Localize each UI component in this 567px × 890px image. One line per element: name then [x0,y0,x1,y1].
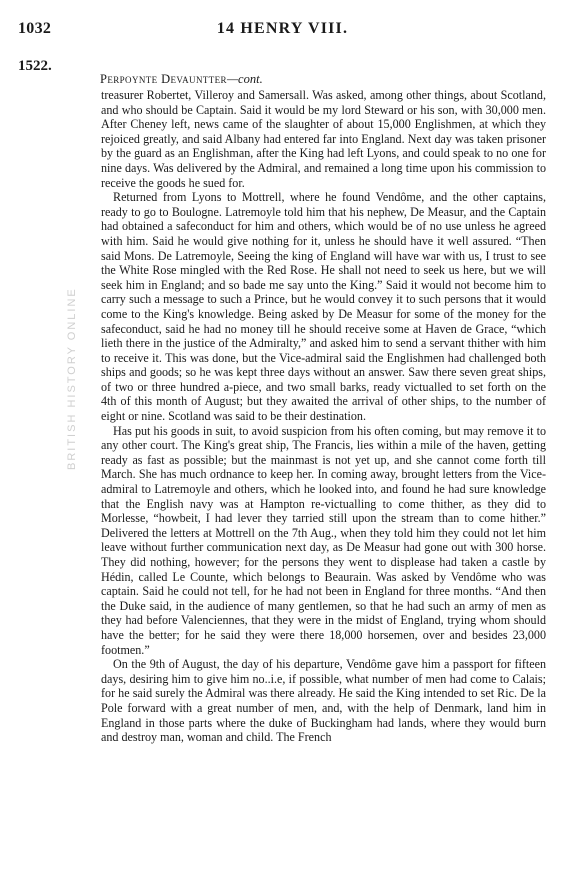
entry-heading [100,72,263,87]
paragraph: On the 9th of August, the day of his departure, Vendôme gave him a passport for fifteen days, desiring him to give him no..i.e, if possible, what number of men had come to Calais; for he said surely the Admiral was there already. He said the King intended to set Ric. De la Pole forward with a great number of men, and, with the help of Denmark, land him in England in those parts where the duke of Buckingham had lands, where they would burn and destroy man, woman and child. The French [101,657,546,745]
paragraph: Returned from Lyons to Mottrell, where he found Vendôme, and the other captains, ready to go to Boulogne. Latremoyle told him that his nephew, De Measur, and the Captain had obtained a safeconduct for him and others, which would be of no use unless he agreed with him. Said he would give nothing for it, unless he should have it well assured. “Then said Mons. De Latremoyle, Seeing the king of England will have war with us, I trust to see the White Rose mingled with the Red Rose. He shall not need to seek us here, but we will seek him in England; and so bade me say unto the King.” Said it would not become him to carry such a message to such a Prince, but he would convey it to such persons that it would come to the King's knowledge. Being asked by De Measur for some of the money for the safeconduct, said he had no money till he should receive some at Haven de Grace, “which lieth there in the justice of the Admiralty,” and asked him to send a servant thither with him to receive it. This was done, but the Vice-admiral said the Englishmen had challenged both ships and goods; so he was kept three days without an answer. Saw there seven great ships, of two or three hundred a-piece, and two small barks, ready victualled to set forth on the 4th of this month of August; but they awaited the arrival of other ships, to the number of eight or nine. Scotland was said to be their destination. [101,190,546,424]
page-number: 1032 [18,20,52,37]
page-header [18,20,547,42]
watermark: BRITISH HISTORY ONLINE [66,287,78,470]
paragraph: Has put his goods in suit, to avoid suspicion from his often coming, but may remove it to any other court. The King's great ship, The Francis, lies within a mile of the haven, getting ready as fast as possible; but the mainmast is not yet up, and she cannot come forth till March. She has much ordnance to keep her. In coming away, brought letters from the Vice-admiral to Latremoyle and others, which he looked into, and found he had sure knowledge that the English navy was at Hampton re-victualling to come thither, as they did to Morlesse, “howbeit, I had lever they tarried still upon the stream than to come hither.” Delivered the letters at Mottrell on the 7th Aug., when they told him they could not let him leave without further communication next day, as De Measur had gone out with 300 horse. They did nothing, however; for the persons they went to displease had taken a castle by Hédin, called Le Counte, which belongs to Beaurain. Was asked by Vendôme who was captain. Said he could not tell, for he had not been in England for three months. “And then the Duke said, in the audience of many gentlemen, so that he had such an army of men as they had before Valenciennes, that they were in the midst of England, trying whom should have the better; for he said they were there 18,000 horsemen, over and besides 23,000 footmen.” [101,423,546,657]
document-body [101,88,546,745]
entry-title-suffix: —cont. [226,72,263,86]
year-marker: 1522. [18,58,52,74]
entry-title-name: Perpoynte Devauntter [100,72,227,86]
running-title: 14 HENRY VIII. [216,20,349,37]
paragraph: treasurer Robertet, Villeroy and Samersall. Was asked, among other things, about Scotland, and who should be Captain. Said it would be my lord Steward or his son, with 30,000 men. After Cheney left, news came of the slaughter of about 15,000 Englishmen, at which they rejoiced greatly, and said Albany had entered far into England. Next day was taken prisoner by the guard as an Englishman, after the King had left Lyons, and could speak to no one for nine days. Was delivered by the Admiral, and remained a long time upon his commission to receive the goods he sued for. [101,88,546,190]
